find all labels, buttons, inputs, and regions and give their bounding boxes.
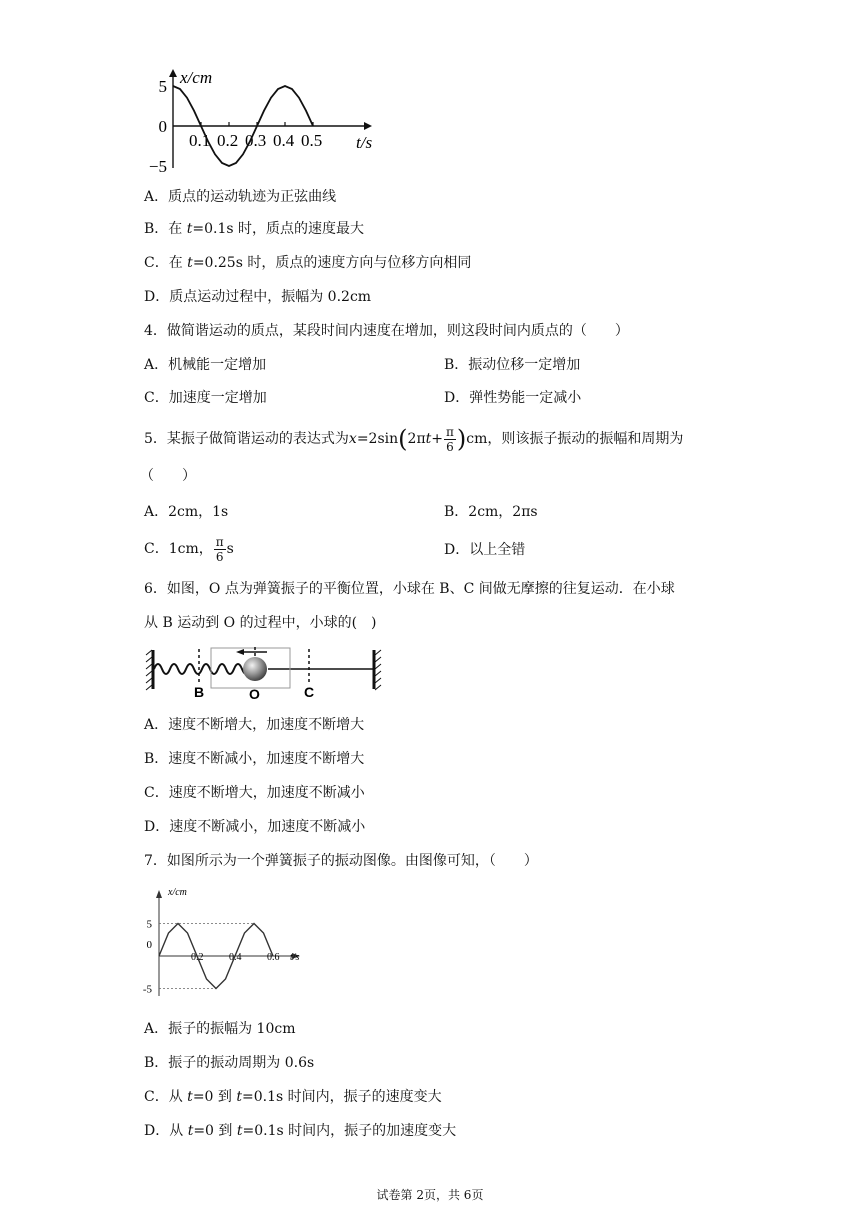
q5-option-c-fraction: $\frac{\pi}{6}$ bbox=[215, 534, 224, 564]
q7-option-b[interactable]: B．振子的振动周期为 0.6s bbox=[144, 1055, 315, 1071]
x-tick-label: 0.2 bbox=[191, 952, 204, 963]
x-tick-label: 0.1 bbox=[189, 131, 211, 150]
q4-option-d[interactable]: D．弹性势能一定减小 bbox=[444, 390, 582, 406]
y-axis-label: x/cm bbox=[180, 68, 213, 87]
q4-option-b[interactable]: B．振动位移一定增加 bbox=[444, 357, 581, 373]
q7-option-a[interactable]: A．振子的振幅为 10cm bbox=[144, 1021, 296, 1037]
y-axis-arrow bbox=[169, 69, 177, 77]
q4-option-a[interactable]: A．机械能一定增加 bbox=[144, 357, 267, 373]
y-tick-label: 0 bbox=[158, 117, 167, 136]
q6-option-d[interactable]: D．速度不断减小，加速度不断减小 bbox=[144, 819, 366, 835]
y-tick-label: 5 bbox=[158, 77, 167, 96]
x-tick-label: 0.5 bbox=[301, 131, 323, 150]
velocity-arrow-head bbox=[236, 649, 244, 655]
y-tick-label: 0 bbox=[146, 939, 152, 951]
label-o: O bbox=[249, 686, 260, 702]
q6-option-a[interactable]: A．速度不断增大，加速度不断增大 bbox=[144, 717, 365, 733]
q5-option-b[interactable]: B．2cm，2πs bbox=[444, 504, 538, 520]
page-footer: 试卷第 2页，共 6页 bbox=[376, 1188, 484, 1202]
x-axis-arrow bbox=[364, 122, 372, 130]
q6-stem-line1: 6．如图，O 点为弹簧振子的平衡位置，小球在 B、C 间做无摩擦的往复运动．在小球 bbox=[144, 581, 675, 597]
y-tick-label: 5 bbox=[146, 918, 152, 931]
x-axis-label: t/s bbox=[356, 133, 373, 152]
q6-option-b[interactable]: B．速度不断减小，加速度不断增大 bbox=[144, 751, 365, 767]
spring-oscillator-figure bbox=[143, 647, 383, 702]
x-axis-label: t/s bbox=[290, 952, 300, 963]
q5-option-a[interactable]: A．2cm，1s bbox=[144, 504, 229, 520]
q7-stem: 7．如图所示为一个弹簧振子的振动图像。由图像可知，（ ） bbox=[144, 853, 538, 869]
y-tick-label: −5 bbox=[148, 157, 167, 176]
q7-option-c[interactable]: C．从 t=0 到 t=0.1s 时间内，振子的速度变大 bbox=[144, 1089, 442, 1105]
x-tick-label: 0.6 bbox=[267, 952, 280, 963]
q7-option-d[interactable]: D．从 t=0 到 t=0.1s 时间内，振子的加速度变大 bbox=[144, 1123, 457, 1139]
q5-option-d[interactable]: D．以上全错 bbox=[444, 542, 526, 558]
x-tick-label: 0.4 bbox=[229, 952, 242, 963]
y-tick-label: -5 bbox=[142, 983, 152, 996]
spring bbox=[154, 664, 250, 674]
q5-fraction: $\frac{\pi}{6}$ bbox=[446, 424, 454, 454]
q5-stem: 5．某振子做简谐运动的表达式为x=2sin(2πt+ $\frac{\pi}{6}$ )cm，则该振子振动的振幅和周期为 bbox=[144, 424, 684, 454]
chart-displacement-time-1 bbox=[140, 66, 390, 176]
q5-option-c[interactable]: C．1cm， $\frac{\pi}{6}$ s bbox=[144, 534, 234, 564]
q3-option-a[interactable]: A．质点的运动轨迹为正弦曲线 bbox=[144, 189, 337, 205]
ball bbox=[243, 657, 267, 681]
q4-option-c[interactable]: C．加速度一定增加 bbox=[144, 390, 267, 406]
q3-option-c[interactable]: C．在 t=0.25s 时，质点的速度方向与位移方向相同 bbox=[144, 255, 472, 271]
q3-option-d[interactable]: D．质点运动过程中，振幅为 0.2cm bbox=[144, 289, 372, 305]
q6-stem-line2: 从 B 运动到 O 的过程中，小球的( ) bbox=[144, 615, 377, 631]
q4-stem: 4．做简谐运动的质点，某段时间内速度在增加，则这段时间内质点的（ ） bbox=[144, 323, 629, 339]
x-tick-label: 0.2 bbox=[217, 131, 239, 150]
x-tick-label: 0.3 bbox=[245, 131, 267, 150]
q6-option-c[interactable]: C．速度不断增大，加速度不断减小 bbox=[144, 785, 365, 801]
label-b: B bbox=[194, 684, 205, 700]
x-tick-label: 0.4 bbox=[273, 131, 295, 150]
label-c: C bbox=[304, 684, 315, 700]
chart-displacement-time-2 bbox=[140, 884, 320, 1004]
y-axis-label: x/cm bbox=[168, 887, 187, 898]
q5-stem-paren: （ ） bbox=[140, 468, 196, 484]
y-axis-arrow bbox=[156, 890, 162, 898]
q3-option-b[interactable]: B．在 t=0.1s 时，质点的速度最大 bbox=[144, 221, 365, 237]
